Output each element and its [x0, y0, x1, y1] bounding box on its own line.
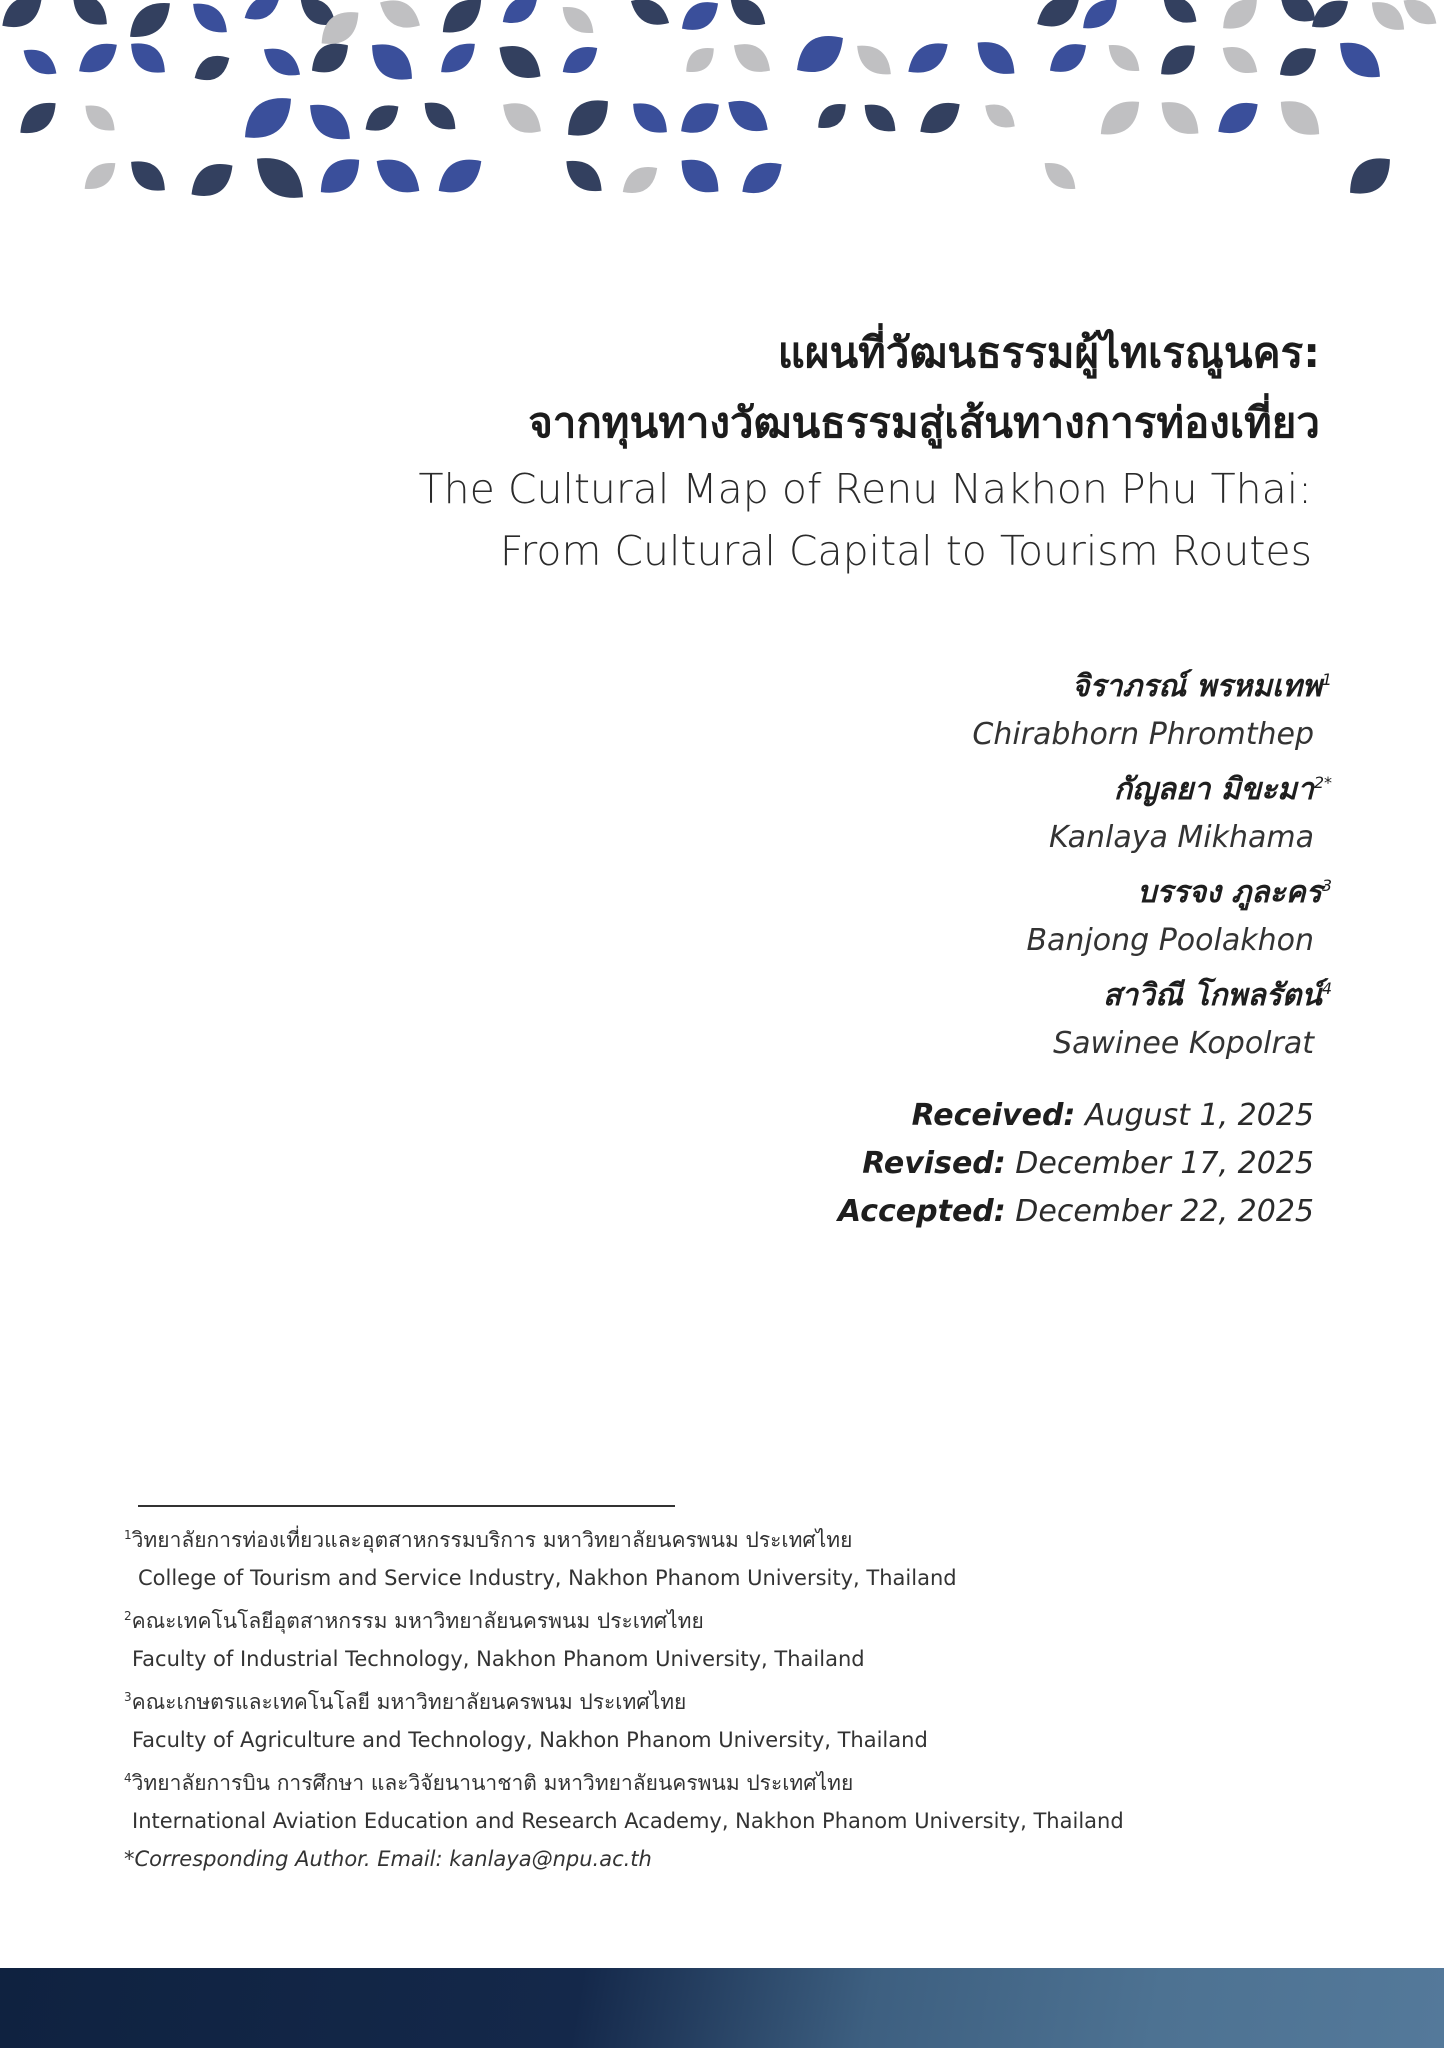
- author-1-english-name: Chirabhorn Phromthep: [972, 717, 1314, 752]
- leaf-petal-icon: [235, 86, 302, 149]
- leaf-petal-icon: [727, 36, 777, 81]
- leaf-petal-icon: [1043, 36, 1093, 81]
- leaf-petal-icon: [496, 94, 549, 142]
- author-4-affiliation-mark: 4: [1321, 979, 1332, 998]
- leaf-petal-icon: [1092, 92, 1147, 144]
- author-4-english-name: Sawinee Kopolrat: [1053, 1026, 1314, 1061]
- leaf-pattern-header: [0, 0, 1444, 215]
- leaf-petal-icon: [673, 150, 728, 202]
- leaf-petal-icon: [735, 154, 789, 203]
- leaf-petal-icon: [491, 36, 548, 88]
- leaf-petal-icon: [0, 0, 49, 36]
- author-3-affiliation-mark: 3: [1321, 876, 1332, 895]
- leaf-petal-icon: [301, 95, 359, 150]
- leaf-petal-icon: [434, 0, 489, 42]
- leaf-petal-icon: [72, 35, 123, 81]
- leaf-petal-icon: [556, 39, 603, 81]
- leaf-petal-icon: [675, 0, 725, 38]
- leaf-petal-icon: [496, 0, 543, 31]
- received-date: [514, 1092, 1314, 1140]
- footnote-divider: [138, 1505, 675, 1507]
- revised-date: [514, 1140, 1314, 1188]
- author-2-english-name: Kanlaya Mikhama: [1049, 820, 1314, 855]
- leaf-petal-icon: [123, 153, 172, 200]
- leaf-petal-icon: [258, 40, 307, 83]
- title-block: [320, 318, 1320, 582]
- leaf-petal-icon: [186, 0, 234, 41]
- footnote-4-english: International Aviation Education and Research Academy, Nakhon Phanom University, Thailand: [132, 1809, 1124, 1833]
- leaf-petal-icon: [1153, 37, 1202, 84]
- leaf-petal-icon: [724, 0, 771, 33]
- author-3-thai-name: บรรจง ภูละคร$^3$: [1137, 875, 1332, 910]
- english-title-line-1: The Cultural Map of Renu Nakhon Phu Thai:: [418, 465, 1312, 513]
- footnote-2-english: Faculty of Industrial Technology, Nakhon Phanom University, Thailand: [132, 1647, 865, 1671]
- leaf-petal-icon: [431, 150, 490, 203]
- footnote-3-english: Faculty of Agriculture and Technology, Nakhon Phanom University, Thailand: [132, 1728, 928, 1752]
- leaf-petal-icon: [13, 94, 64, 142]
- leaf-petal-icon: [374, 0, 426, 36]
- author-4-thai-name: สาวิณี โกพลรัตน์$^4$: [1102, 978, 1332, 1013]
- leaf-petal-icon: [1272, 91, 1328, 145]
- author-list: [514, 656, 1332, 1068]
- leaf-petal-icon: [123, 35, 172, 82]
- footnotes: [124, 1516, 1304, 1878]
- leaf-petal-icon: [969, 33, 1022, 84]
- leaf-petal-icon: [1038, 155, 1081, 196]
- leaf-petal-icon: [1157, 0, 1202, 30]
- leaf-petal-icon: [556, 0, 599, 41]
- revised-label: Revised:: [862, 1146, 1006, 1181]
- leaf-petal-icon: [559, 152, 610, 200]
- revised-value: December 17, 2025: [1005, 1146, 1314, 1181]
- leaf-petal-icon: [1331, 33, 1389, 88]
- leaf-petal-icon: [850, 37, 898, 82]
- leaf-petal-icon: [1215, 0, 1264, 37]
- leaf-petal-icon: [674, 94, 727, 142]
- leaf-petal-icon: [78, 155, 121, 196]
- author-2-affiliation-mark: 2*: [1313, 773, 1332, 792]
- footnote-3-thai: $^3$คณะเกษตรและเทคโนโลยี มหาวิทยาลัยนครพนม ประเทศไทย: [124, 1690, 687, 1714]
- leaf-petal-icon: [240, 0, 285, 27]
- leaf-petal-icon: [65, 0, 114, 33]
- thai-title-line-2: จากทุนทางวัฒนธรรมสู่เส้นทางการท่องเที่ยว: [528, 398, 1320, 447]
- footnote-1-thai: $^1$วิทยาลัยการท่องเที่ยวและอุตสาหกรรมบริการ มหาวิทยาลัยนครพนม ประเทศไทย: [124, 1528, 853, 1552]
- leaf-petal-icon: [625, 95, 674, 142]
- leaf-petal-icon: [1216, 39, 1263, 81]
- accepted-value: December 22, 2025: [1005, 1194, 1314, 1229]
- author-2-thai-name: กัญลยา มิขะมา$^{2*}$: [1113, 772, 1332, 807]
- leaf-petal-icon: [362, 34, 421, 90]
- leaf-petal-icon: [18, 42, 62, 81]
- leaf-petal-icon: [680, 41, 720, 79]
- leaf-petal-icon: [1273, 40, 1323, 85]
- leaf-petal-icon: [625, 0, 674, 33]
- footnote-4-thai: $^4$วิทยาลัยการบิน การศึกษา และวิจัยนานาชาติ มหาวิทยาลัยนครพนม ประเทศไทย: [124, 1771, 854, 1795]
- leaf-petal-icon: [1340, 148, 1399, 204]
- footnote-1-english: College of Tourism and Service Industry, Nakhon Phanom University, Thailand: [138, 1566, 957, 1590]
- leaf-petal-icon: [1365, 0, 1411, 38]
- accepted-label: Accepted:: [837, 1194, 1006, 1229]
- leaf-petal-icon: [913, 94, 967, 143]
- leaf-petal-icon: [1211, 94, 1265, 143]
- thai-title-line-1: แผนที่วัฒนธรรมผู้ไทเรณูนคร:: [777, 328, 1320, 377]
- author-1-affiliation-mark: 1: [1321, 670, 1332, 689]
- corresponding-author-email[interactable]: *Corresponding Author. Email: kanlaya@npu.ac.th: [124, 1847, 652, 1871]
- footnote-2-thai: $^2$คณะเทคโนโลยีอุตสาหกรรม มหาวิทยาลัยนครพนม ประเทศไทย: [124, 1609, 704, 1633]
- leaf-petal-icon: [434, 35, 482, 80]
- received-label: Received:: [911, 1098, 1076, 1133]
- leaf-petal-icon: [788, 25, 852, 83]
- leaf-petal-icon: [79, 98, 121, 138]
- leaf-petal-icon: [369, 150, 428, 203]
- accepted-date: [514, 1188, 1314, 1236]
- submission-dates: [514, 1092, 1314, 1236]
- leaf-petal-icon: [901, 34, 954, 81]
- received-value: August 1, 2025: [1075, 1098, 1314, 1133]
- leaf-petal-icon: [189, 48, 235, 87]
- leaf-petal-icon: [812, 97, 852, 135]
- author-3-english-name: Banjong Poolakhon: [1026, 923, 1314, 958]
- author-1-thai-name: จิราภรณ์ พรหมเทพ$^1$: [1071, 669, 1332, 704]
- leaf-petal-icon: [312, 149, 368, 203]
- english-title-line-2: From Cultural Capital to Tourism Routes: [499, 527, 1312, 575]
- leaf-petal-icon: [616, 159, 663, 201]
- leaf-petal-icon: [1102, 37, 1145, 78]
- leaf-petal-icon: [1398, 0, 1442, 32]
- leaf-petal-icon: [122, 0, 179, 47]
- footer-band: [0, 1968, 1444, 2048]
- leaf-petal-icon: [1076, 0, 1124, 37]
- leaf-petal-icon: [247, 146, 314, 209]
- leaf-petal-icon: [418, 95, 463, 138]
- leaf-petal-icon: [980, 97, 1021, 134]
- leaf-petal-icon: [558, 90, 617, 146]
- leaf-petal-icon: [858, 97, 903, 140]
- leaf-petal-icon: [721, 92, 775, 141]
- leaf-petal-icon: [359, 98, 404, 139]
- leaf-petal-icon: [1031, 0, 1086, 35]
- leaf-petal-icon: [1153, 93, 1206, 144]
- leaf-petal-icon: [183, 154, 240, 206]
